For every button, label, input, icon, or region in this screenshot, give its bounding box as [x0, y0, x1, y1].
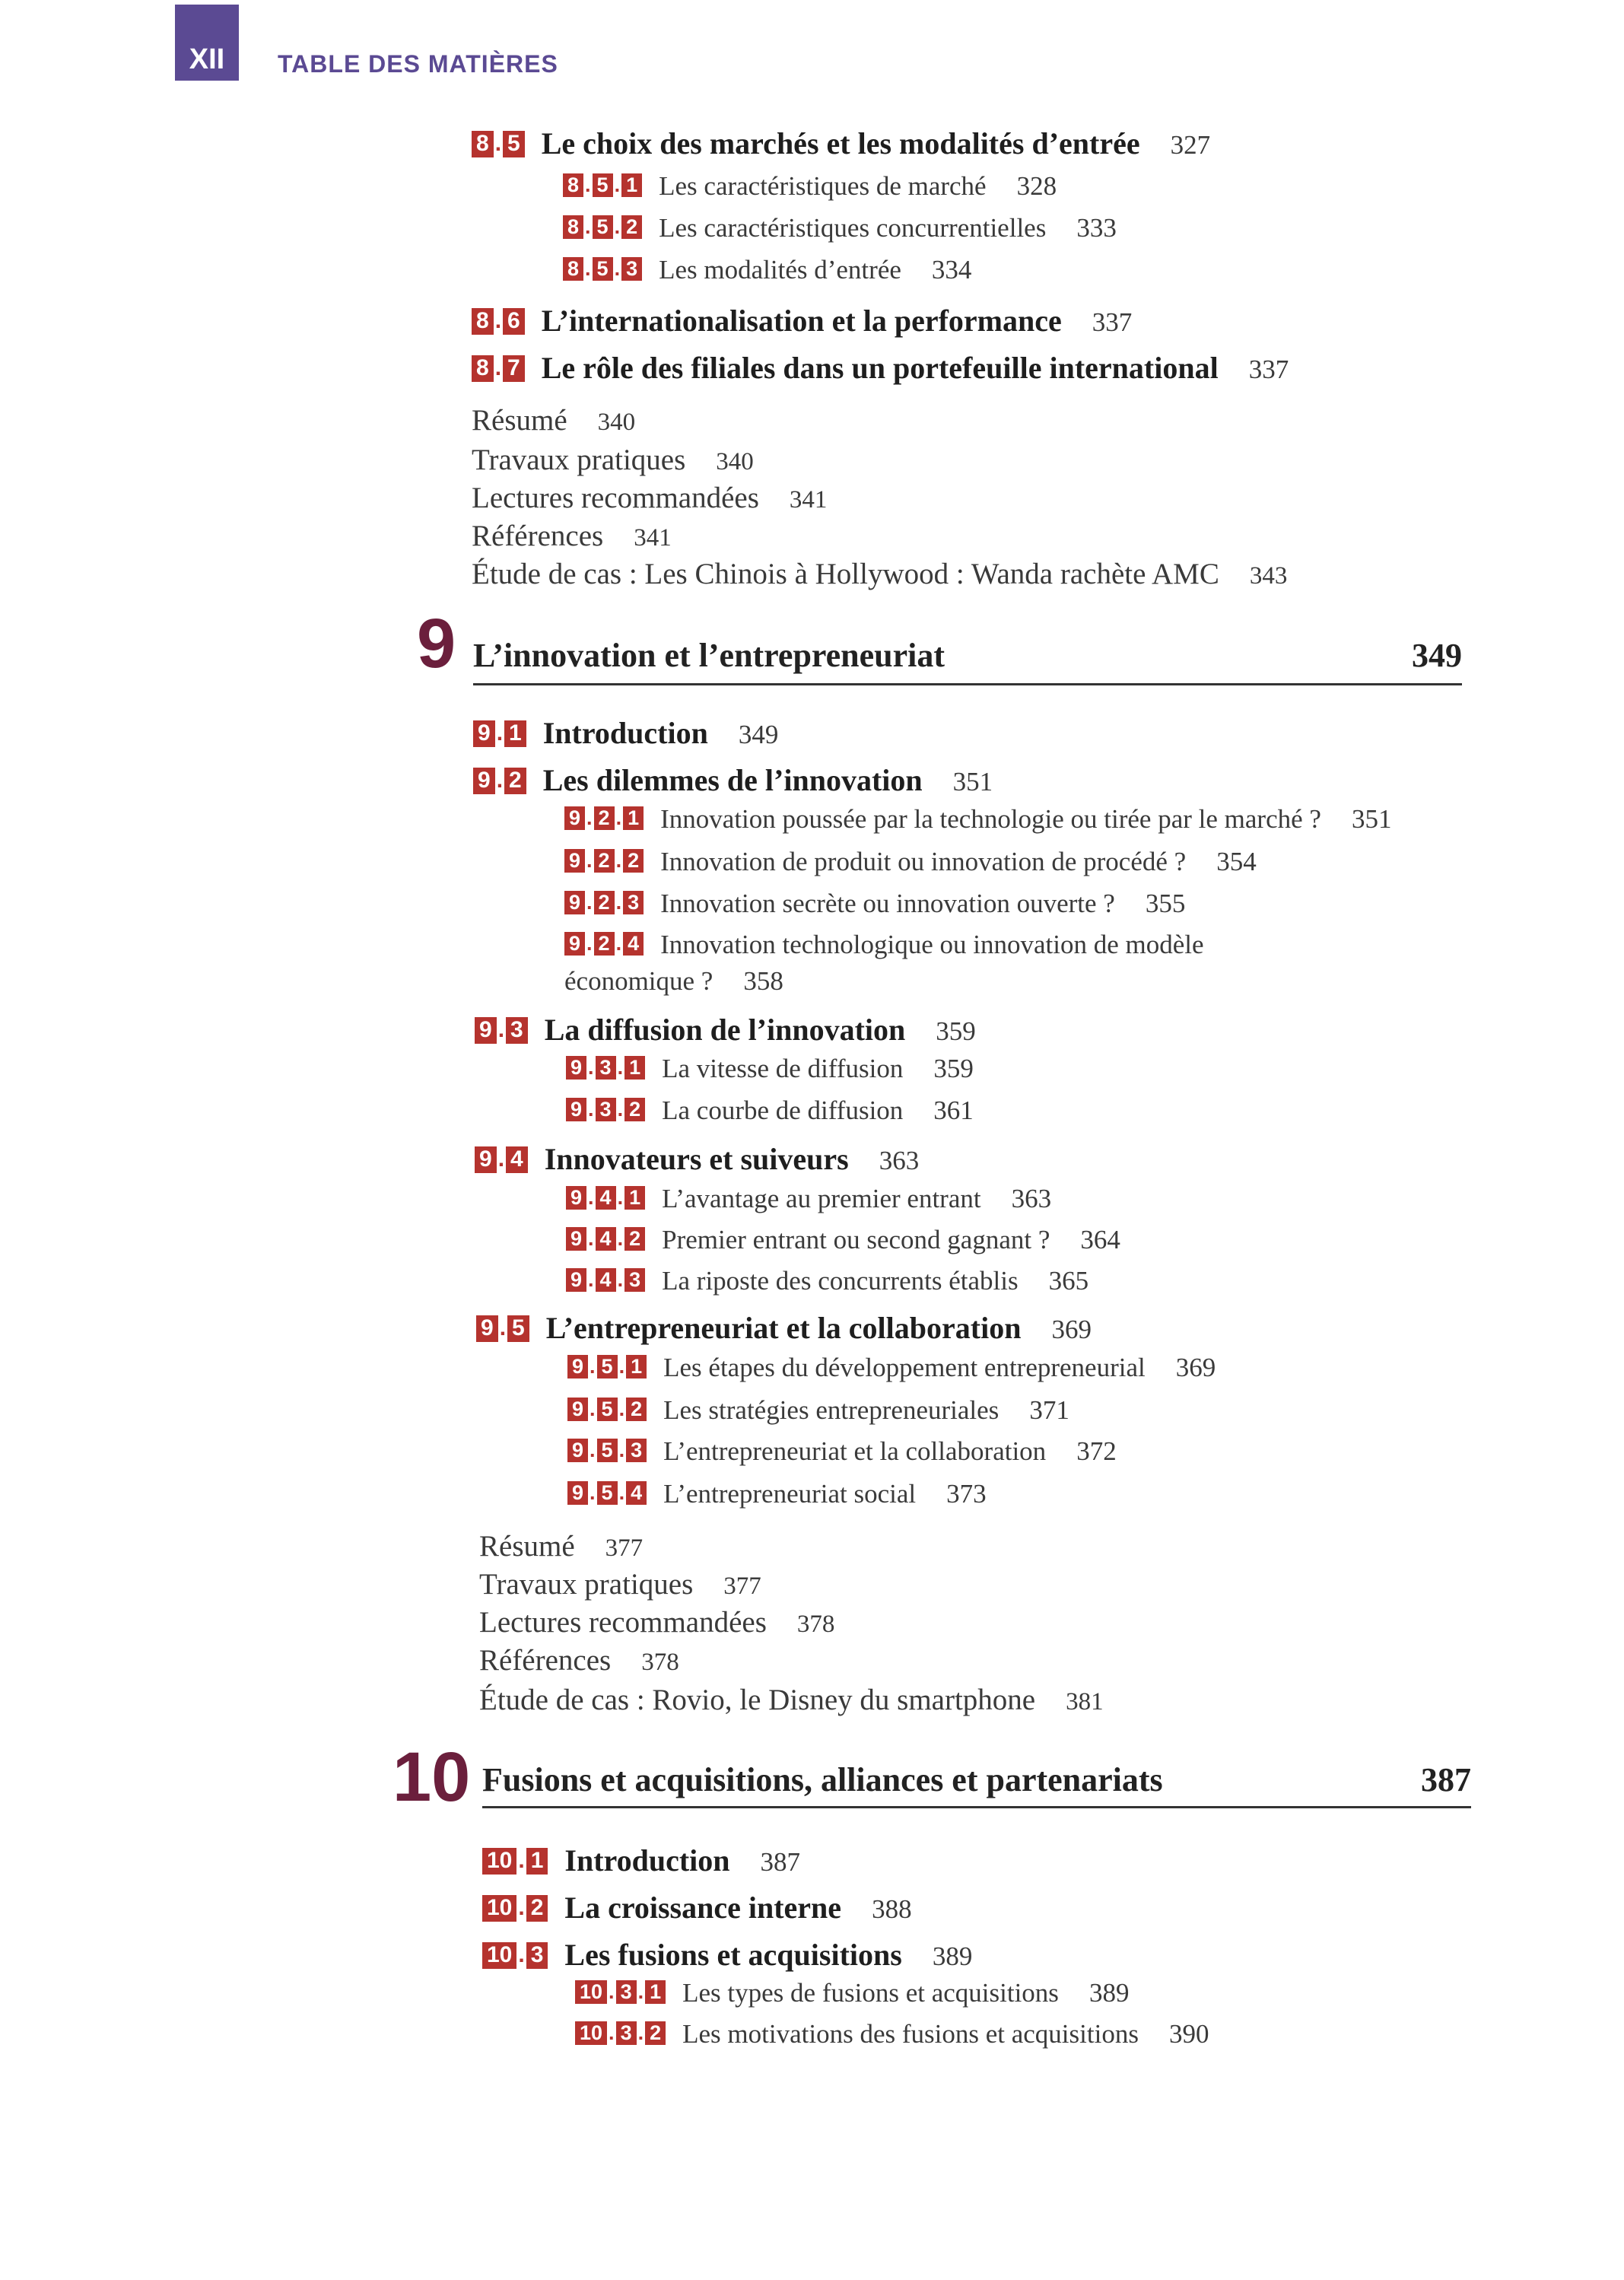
- badge-digit: 3: [596, 1098, 616, 1121]
- entry-title: La courbe de diffusion: [662, 1095, 904, 1125]
- entry-title: économique ?: [564, 966, 713, 996]
- toc-section: [472, 303, 1132, 339]
- section-number-badge: [564, 806, 644, 830]
- badge-separator: .: [588, 1098, 594, 1121]
- entry-page: 354: [1216, 847, 1257, 876]
- badge-digit: 2: [626, 1398, 647, 1421]
- entry-page: 389: [932, 1941, 973, 1971]
- entry-title: Travaux pratiques: [479, 1568, 694, 1601]
- entry-title: Les stratégies entrepreneuriales: [663, 1395, 1000, 1425]
- badge-digit: 2: [645, 2021, 666, 2045]
- badge-digit: 2: [624, 1098, 645, 1121]
- badge-digit: 9: [566, 1268, 586, 1292]
- entry-title: Les motivations des fusions et acquisitions: [682, 2019, 1139, 2049]
- toc-section: [473, 715, 778, 751]
- section-number-badge: [563, 257, 642, 281]
- badge-digit: 9: [566, 1227, 586, 1251]
- badge-digit: 1: [624, 1186, 645, 1210]
- section-number-badge: [567, 1355, 647, 1378]
- badge-digit: 9: [476, 1315, 498, 1342]
- badge-separator: .: [637, 2021, 644, 2045]
- badge-digit: 5: [593, 257, 613, 281]
- toc-continuation: [564, 966, 783, 997]
- badge-separator: .: [586, 849, 593, 873]
- toc-subsection: [566, 1225, 1120, 1255]
- entry-title: Introduction: [542, 716, 708, 750]
- section-number-badge: [567, 1398, 647, 1421]
- entry-page: 371: [1029, 1395, 1069, 1425]
- badge-digit: 5: [597, 1398, 618, 1421]
- badge-separator: .: [497, 1146, 505, 1172]
- entry-title: Les caractéristiques de marché: [659, 171, 987, 201]
- toc-section: [475, 1141, 919, 1177]
- badge-separator: .: [588, 1268, 594, 1292]
- entry-title: L’internationalisation et la performance: [541, 304, 1062, 338]
- toc-subsection: [566, 1184, 1051, 1214]
- badge-digit: 3: [616, 1980, 637, 2004]
- badge-digit: 9: [473, 768, 495, 794]
- badge-digit: 5: [597, 1481, 618, 1505]
- section-number-badge: [473, 768, 526, 794]
- badge-digit: 4: [506, 1146, 528, 1173]
- badge-separator: .: [494, 308, 502, 334]
- entry-page: 361: [933, 1095, 974, 1125]
- entry-title: Références: [479, 1644, 612, 1677]
- entry-page: 359: [936, 1016, 976, 1046]
- toc-subsection: [575, 1978, 1129, 2008]
- entry-page: 327: [1170, 130, 1211, 160]
- entry-page: 372: [1076, 1436, 1117, 1466]
- badge-digit: 8: [472, 355, 494, 382]
- chapter-rule: [473, 683, 1462, 685]
- badge-separator: .: [590, 1481, 596, 1505]
- badge-digit: 5: [507, 1315, 529, 1342]
- badge-digit: 10: [575, 2021, 607, 2045]
- toc-section: [482, 1937, 972, 1973]
- badge-digit: 2: [594, 891, 615, 914]
- badge-digit: 4: [626, 1481, 647, 1505]
- section-number-badge: [482, 1848, 548, 1875]
- badge-digit: 4: [596, 1186, 616, 1210]
- entry-page: 341: [789, 486, 828, 514]
- badge-digit: 2: [621, 215, 642, 239]
- toc-subsection: [564, 804, 1391, 835]
- section-number-badge: [564, 932, 644, 956]
- section-number-badge: [564, 891, 644, 914]
- entry-page: 341: [634, 524, 672, 552]
- badge-separator: .: [617, 1227, 624, 1251]
- toc-chapter-extra: [479, 1567, 761, 1601]
- entry-page: 343: [1249, 562, 1288, 590]
- entry-title: Les modalités d’entrée: [659, 255, 901, 285]
- badge-digit: 3: [626, 1439, 647, 1462]
- badge-digit: 8: [563, 215, 583, 239]
- toc-section: [472, 350, 1289, 386]
- badge-separator: .: [585, 173, 591, 197]
- badge-separator: .: [499, 1315, 507, 1341]
- section-number-badge: [472, 131, 525, 157]
- entry-page: 390: [1168, 2019, 1209, 2049]
- badge-separator: .: [494, 355, 502, 381]
- badge-digit: 5: [597, 1439, 618, 1462]
- badge-separator: .: [586, 806, 593, 830]
- toc-section: [475, 1012, 976, 1048]
- entry-page: 333: [1076, 213, 1117, 243]
- section-number-badge: [476, 1315, 529, 1342]
- badge-separator: .: [585, 257, 591, 281]
- entry-page: 351: [1351, 804, 1392, 834]
- chapter-page-number: 387: [1421, 1761, 1471, 1798]
- badge-separator: .: [615, 891, 622, 914]
- entry-title: Les fusions et acquisitions: [564, 1938, 902, 1972]
- badge-separator: .: [588, 1056, 594, 1080]
- badge-digit: 9: [566, 1056, 586, 1080]
- entry-page: 340: [597, 409, 636, 436]
- badge-digit: 10: [482, 1895, 516, 1922]
- badge-separator: .: [588, 1227, 594, 1251]
- entry-title: Innovation secrète ou innovation ouverte ?: [660, 889, 1115, 918]
- badge-digit: 4: [623, 932, 644, 956]
- entry-page: 369: [1175, 1353, 1216, 1382]
- entry-title: Innovation de produit ou innovation de procédé ?: [660, 847, 1187, 876]
- badge-digit: 3: [506, 1017, 528, 1044]
- entry-title: La diffusion de l’innovation: [544, 1013, 906, 1047]
- toc-chapter-extra: [472, 403, 635, 437]
- entry-title: Introduction: [564, 1843, 730, 1878]
- badge-separator: .: [518, 1895, 525, 1921]
- toc-chapter-extra: [472, 443, 754, 477]
- badge-digit: 9: [475, 1146, 497, 1173]
- entry-page: 377: [605, 1534, 644, 1562]
- badge-digit: 9: [564, 806, 585, 830]
- badge-separator: .: [590, 1439, 596, 1462]
- badge-separator: .: [518, 1848, 525, 1874]
- toc-subsection: [567, 1395, 1069, 1426]
- entry-page: 381: [1066, 1688, 1104, 1716]
- badge-separator: .: [615, 932, 622, 956]
- section-number-badge: [472, 355, 525, 382]
- badge-separator: .: [618, 1355, 625, 1378]
- chapter-rule: [482, 1806, 1471, 1808]
- toc-subsection: [564, 930, 1204, 960]
- section-number-badge: [575, 1980, 666, 2004]
- entry-title: Résumé: [479, 1530, 575, 1563]
- toc-chapter-extra: [472, 557, 1287, 591]
- chapter-title: Fusions et acquisitions, alliances et partenariats: [482, 1761, 1163, 1798]
- entry-page: 373: [946, 1479, 987, 1509]
- badge-separator: .: [618, 1398, 625, 1421]
- section-number-badge: [482, 1895, 548, 1922]
- badge-digit: 9: [567, 1481, 588, 1505]
- badge-digit: 1: [626, 1355, 647, 1378]
- badge-digit: 10: [482, 1942, 516, 1969]
- entry-title: La riposte des concurrents établis: [662, 1266, 1019, 1296]
- section-number-badge: [567, 1439, 647, 1462]
- badge-digit: 2: [594, 806, 615, 830]
- entry-title: L’entrepreneuriat et la collaboration: [545, 1311, 1022, 1345]
- entry-title: Le choix des marchés et les modalités d’entrée: [541, 126, 1140, 161]
- badge-separator: .: [618, 1481, 625, 1505]
- badge-digit: 9: [475, 1017, 497, 1044]
- entry-page: 388: [872, 1894, 912, 1924]
- badge-separator: .: [586, 932, 593, 956]
- badge-digit: 3: [621, 257, 642, 281]
- badge-separator: .: [518, 1942, 525, 1968]
- badge-digit: 3: [624, 1268, 645, 1292]
- entry-title: Références: [472, 520, 604, 552]
- entry-title: La croissance interne: [564, 1890, 842, 1925]
- badge-digit: 9: [473, 720, 495, 747]
- badge-separator: .: [609, 2021, 615, 2045]
- badge-separator: .: [615, 806, 622, 830]
- chapter-title: L’innovation et l’entrepreneuriat: [473, 637, 945, 674]
- entry-page: 369: [1051, 1315, 1092, 1344]
- section-number-badge: [472, 308, 525, 335]
- chapter-number: 9: [417, 605, 456, 682]
- badge-digit: 2: [504, 768, 526, 794]
- entry-title: Lectures recommandées: [472, 482, 759, 514]
- page-number-tab: XII: [175, 5, 239, 81]
- toc-subsection: [567, 1479, 987, 1509]
- entry-page: 355: [1145, 889, 1186, 918]
- entry-title: Les types de fusions et acquisitions: [682, 1978, 1059, 2008]
- section-number-badge: [575, 2021, 666, 2045]
- toc-section: [472, 126, 1210, 161]
- badge-digit: 5: [593, 173, 613, 197]
- badge-digit: 2: [623, 849, 644, 873]
- badge-separator: .: [614, 173, 621, 197]
- entry-page: 351: [952, 767, 993, 797]
- entry-title: Les étapes du développement entrepreneurial: [663, 1353, 1146, 1382]
- badge-digit: 5: [593, 215, 613, 239]
- chapter-page-number: 349: [1412, 637, 1462, 674]
- toc-section: [482, 1843, 800, 1878]
- badge-digit: 6: [503, 308, 525, 335]
- badge-separator: .: [586, 891, 593, 914]
- toc-chapter-extra: [479, 1683, 1104, 1717]
- entry-page: 387: [760, 1847, 800, 1877]
- entry-page: 337: [1248, 355, 1289, 384]
- toc-chapter-extra: [472, 519, 672, 553]
- entry-page: 389: [1088, 1978, 1130, 2008]
- section-number-badge: [475, 1146, 528, 1173]
- badge-digit: 1: [624, 1056, 645, 1080]
- chapter-number: 10: [392, 1738, 471, 1816]
- badge-digit: 10: [482, 1848, 516, 1875]
- section-number-badge: [475, 1017, 528, 1044]
- section-number-badge: [473, 720, 526, 747]
- badge-digit: 1: [621, 173, 642, 197]
- toc-section: [476, 1310, 1092, 1346]
- entry-page: 340: [716, 448, 754, 475]
- toc-subsection: [563, 171, 1057, 202]
- badge-digit: 4: [596, 1227, 616, 1251]
- badge-separator: .: [497, 1017, 505, 1043]
- section-number-badge: [482, 1942, 548, 1969]
- badge-digit: 8: [563, 257, 583, 281]
- toc-subsection: [566, 1054, 974, 1084]
- badge-digit: 8: [472, 308, 494, 335]
- badge-separator: .: [496, 768, 504, 793]
- section-number-badge: [566, 1056, 645, 1080]
- entry-title: Travaux pratiques: [472, 444, 686, 476]
- badge-separator: .: [617, 1186, 624, 1210]
- entry-title: Lectures recommandées: [479, 1606, 767, 1639]
- entry-title: La vitesse de diffusion: [662, 1054, 904, 1083]
- section-number-badge: [566, 1098, 645, 1121]
- toc-chapter-extra: [472, 481, 827, 515]
- entry-page: 334: [931, 255, 972, 285]
- entry-title: Résumé: [472, 404, 567, 437]
- entry-page: 349: [738, 720, 779, 749]
- badge-separator: .: [590, 1355, 596, 1378]
- badge-digit: 5: [503, 131, 525, 157]
- badge-digit: 2: [594, 932, 615, 956]
- badge-digit: 4: [596, 1268, 616, 1292]
- badge-separator: .: [609, 1980, 615, 2004]
- badge-separator: .: [618, 1439, 625, 1462]
- badge-digit: 2: [624, 1227, 645, 1251]
- entry-title: Le rôle des filiales dans un portefeuille international: [541, 351, 1219, 385]
- toc-subsection: [563, 213, 1117, 243]
- entry-page: 337: [1092, 307, 1133, 337]
- toc-subsection: [575, 2019, 1209, 2049]
- entry-page: 365: [1048, 1266, 1089, 1296]
- entry-title: L’avantage au premier entrant: [662, 1184, 981, 1213]
- badge-digit: 9: [567, 1439, 588, 1462]
- toc-section: [473, 762, 993, 798]
- badge-digit: 1: [645, 1980, 666, 2004]
- badge-digit: 1: [504, 720, 526, 747]
- running-title: TABLE DES MATIÈRES: [278, 50, 558, 78]
- badge-digit: 5: [597, 1355, 618, 1378]
- entry-title: Étude de cas : Les Chinois à Hollywood : Wanda rachète AMC: [472, 558, 1219, 590]
- badge-digit: 8: [563, 173, 583, 197]
- entry-page: 328: [1016, 171, 1057, 201]
- entry-title: Premier entrant ou second gagnant ?: [662, 1225, 1050, 1254]
- entry-page: 363: [1011, 1184, 1052, 1213]
- badge-separator: .: [617, 1268, 624, 1292]
- entry-page: 378: [796, 1611, 835, 1638]
- badge-digit: 1: [623, 806, 644, 830]
- section-number-badge: [563, 173, 642, 197]
- entry-page: 363: [879, 1146, 920, 1175]
- badge-digit: 9: [564, 932, 585, 956]
- badge-separator: .: [496, 720, 504, 746]
- badge-digit: 9: [564, 849, 585, 873]
- badge-digit: 3: [623, 891, 644, 914]
- badge-digit: 1: [526, 1848, 548, 1875]
- badge-digit: 3: [526, 1942, 548, 1969]
- entry-title: Innovateurs et suiveurs: [544, 1142, 849, 1176]
- entry-title: Les dilemmes de l’innovation: [542, 763, 923, 797]
- toc-subsection: [567, 1353, 1216, 1383]
- badge-digit: 9: [566, 1098, 586, 1121]
- entry-page: 378: [641, 1649, 679, 1676]
- badge-separator: .: [585, 215, 591, 239]
- section-number-badge: [566, 1186, 645, 1210]
- toc-subsection: [566, 1095, 974, 1126]
- entry-title: Les caractéristiques concurrentielles: [659, 213, 1047, 243]
- section-number-badge: [567, 1481, 647, 1505]
- badge-separator: .: [614, 215, 621, 239]
- section-number-badge: [564, 849, 644, 873]
- section-number-badge: [566, 1227, 645, 1251]
- badge-digit: 9: [566, 1186, 586, 1210]
- toc-chapter-extra: [479, 1605, 834, 1639]
- entry-page: 359: [933, 1054, 974, 1083]
- section-number-badge: [566, 1268, 645, 1292]
- badge-separator: .: [637, 1980, 644, 2004]
- entry-title: L’entrepreneuriat social: [663, 1479, 917, 1509]
- badge-separator: .: [614, 257, 621, 281]
- entry-title: Innovation poussée par la technologie ou tirée par le marché ?: [660, 804, 1321, 834]
- badge-digit: 9: [567, 1355, 588, 1378]
- entry-title: L’entrepreneuriat et la collaboration: [663, 1436, 1047, 1466]
- toc-subsection: [563, 255, 971, 285]
- toc-subsection: [566, 1266, 1088, 1296]
- toc-chapter-extra: [479, 1529, 643, 1563]
- badge-digit: 10: [575, 1980, 607, 2004]
- badge-digit: 2: [594, 849, 615, 873]
- section-number-badge: [563, 215, 642, 239]
- entry-page: 364: [1080, 1225, 1120, 1254]
- entry-page: 358: [743, 966, 783, 996]
- badge-digit: 3: [616, 2021, 637, 2045]
- entry-title: Étude de cas : Rovio, le Disney du smartphone: [479, 1684, 1036, 1716]
- badge-digit: 9: [564, 891, 585, 914]
- badge-digit: 3: [596, 1056, 616, 1080]
- badge-digit: 8: [472, 131, 494, 157]
- badge-separator: .: [617, 1056, 624, 1080]
- toc-chapter-extra: [479, 1643, 679, 1677]
- toc-section: [482, 1890, 912, 1925]
- badge-separator: .: [588, 1186, 594, 1210]
- badge-separator: .: [590, 1398, 596, 1421]
- toc-subsection: [567, 1436, 1117, 1467]
- badge-digit: 7: [503, 355, 525, 382]
- toc-subsection: [564, 847, 1257, 877]
- toc-subsection: [564, 889, 1185, 919]
- badge-digit: 2: [526, 1895, 548, 1922]
- entry-page: 377: [723, 1572, 761, 1600]
- badge-separator: .: [494, 131, 502, 157]
- entry-title: Innovation technologique ou innovation de modèle: [660, 930, 1204, 959]
- badge-digit: 9: [567, 1398, 588, 1421]
- badge-separator: .: [615, 849, 622, 873]
- badge-separator: .: [617, 1098, 624, 1121]
